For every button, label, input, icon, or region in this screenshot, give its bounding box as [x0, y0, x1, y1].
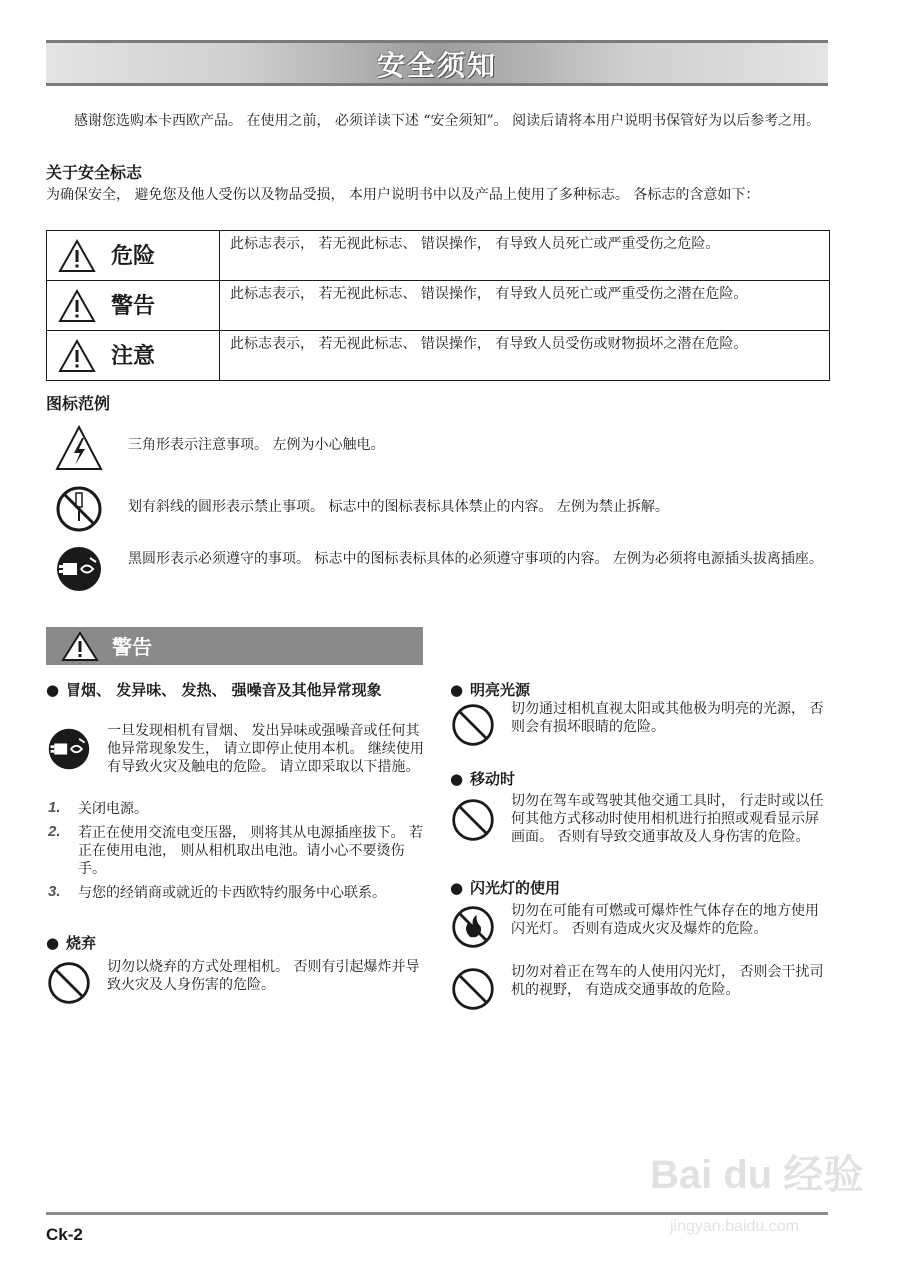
flash-text-1: 切勿在可能有可燃或可爆炸性气体存在的地方使用闪光灯。 否则有造成火灾及爆炸的危险。	[511, 903, 819, 937]
warning-triangle-icon	[57, 238, 97, 274]
warning-triangle-icon	[57, 288, 97, 324]
signal-text: 此标志表示， 若无视此标志、 错误操作， 有导致人员死亡或严重受伤之潜在危险。	[220, 281, 830, 331]
warning-triangle-icon	[60, 631, 100, 663]
bullet-dot: ●	[450, 879, 464, 897]
table-row	[47, 281, 830, 331]
watermark-url: jingyan.baidu.com	[670, 1218, 799, 1235]
step-text: 若正在使用交流电变压器， 则将其从电源插座拔下。 若正在使用电池， 则从相机取出电池。请小心不要烫伤手。	[78, 825, 423, 877]
warning-section-bar	[46, 627, 423, 665]
watermark-brand: Bai du 经验	[650, 1153, 864, 1197]
unplug-icon	[46, 726, 92, 772]
signal-label-warning: 警告	[111, 293, 156, 319]
intro-paragraph: 感谢您选购本卡西欧产品。 在使用之前， 必须详读下述 “安全须知”。 阅读后请将本用户说明书保管好为以后参考之用。	[74, 113, 821, 129]
table-row	[47, 331, 830, 381]
bullet-dot: ●	[450, 681, 464, 699]
step-text: 关闭电源。	[78, 801, 148, 817]
table-row	[47, 231, 830, 281]
about-description: 为确保安全， 避免您及他人受伤以及物品受损， 本用户说明书中以及产品上使用了多种标志。 各标志的含意如下：	[46, 187, 760, 203]
smoke-heading: 冒烟、 发异味、 发热、 强噪音及其他异常现象	[66, 681, 382, 699]
smoke-text: 一旦发现相机有冒烟、 发出异味或强噪音或任何其他异常现象发生， 请立即停止使用本机。 继续使用有导致火灾及触电的危险。 请立即采取以下措施。	[107, 723, 424, 775]
step-number: 2.	[48, 823, 61, 840]
title-bar	[46, 40, 828, 86]
warning-triangle-icon	[57, 338, 97, 374]
step-number: 3.	[48, 883, 61, 900]
about-heading: 关于安全标志	[46, 163, 143, 182]
flash-text-2: 切勿对着正在驾车的人使用闪光灯， 否则会干扰司机的视野， 有造成交通事故的危险。	[511, 964, 824, 998]
signal-label-danger: 危险	[111, 243, 156, 269]
watermark	[640, 1148, 880, 1258]
bullet-dot: ●	[46, 934, 60, 952]
signal-cell	[47, 331, 220, 381]
burn-text: 切勿以烧弃的方式处理相机。 否则有引起爆炸并导致火灾及人身伤害的危险。	[107, 959, 420, 993]
example-text: 划有斜线的圆形表示禁止事项。 标志中的图标表标具体禁止的内容。 左例为禁止拆解。	[128, 499, 669, 515]
prohibition-icon	[450, 797, 496, 843]
page-title: 安全须知	[376, 49, 497, 82]
no-flame-icon	[450, 904, 496, 950]
examples-heading: 图标范例	[46, 394, 111, 413]
warning-title: 警告	[112, 635, 152, 659]
bullet-dot: ●	[450, 770, 464, 788]
signal-cell	[47, 281, 220, 331]
signal-label-caution: 注意	[111, 343, 156, 369]
bright-text: 切勿通过相机直视太阳或其他极为明亮的光源， 否则会有损坏眼睛的危险。	[511, 701, 824, 735]
step-number: 1.	[48, 799, 61, 816]
example-text: 三角形表示注意事项。 左例为小心触电。	[128, 437, 385, 453]
bullet-dot: ●	[46, 681, 60, 699]
page-number: Ck-2	[46, 1225, 83, 1244]
prohibition-icon	[46, 960, 92, 1006]
prohibition-icon	[450, 966, 496, 1012]
footer-rule	[46, 1212, 828, 1215]
signal-text: 此标志表示， 若无视此标志、 错误操作， 有导致人员死亡或严重受伤之危险。	[220, 231, 830, 281]
burn-heading: 烧弃	[66, 934, 97, 952]
flash-heading: 闪光灯的使用	[470, 879, 561, 897]
signal-text: 此标志表示， 若无视此标志、 错误操作， 有导致人员受伤或财物损坏之潜在危险。	[220, 331, 830, 381]
step-text: 与您的经销商或就近的卡西欧特约服务中心联系。	[78, 885, 386, 901]
electric-shock-triangle-icon	[54, 424, 104, 472]
signal-cell	[47, 231, 220, 281]
moving-heading: 移动时	[470, 770, 516, 788]
signal-word-table	[46, 230, 830, 381]
example-text: 黑圆形表示必须遵守的事项。 标志中的图标表标具体的必须遵守事项的内容。 左例为必须将电源插头拔离插座。	[128, 551, 823, 567]
no-disassembly-icon	[54, 484, 104, 534]
moving-text: 切勿在驾车或驾驶其他交通工具时， 行走时或以任何其他方式移动时使用相机进行拍照或观看显示屏画面。 否则有导致交通事故及人身伤害的危险。	[511, 793, 824, 845]
bright-heading: 明亮光源	[470, 681, 531, 699]
prohibition-icon	[450, 702, 496, 748]
unplug-icon	[54, 544, 104, 594]
